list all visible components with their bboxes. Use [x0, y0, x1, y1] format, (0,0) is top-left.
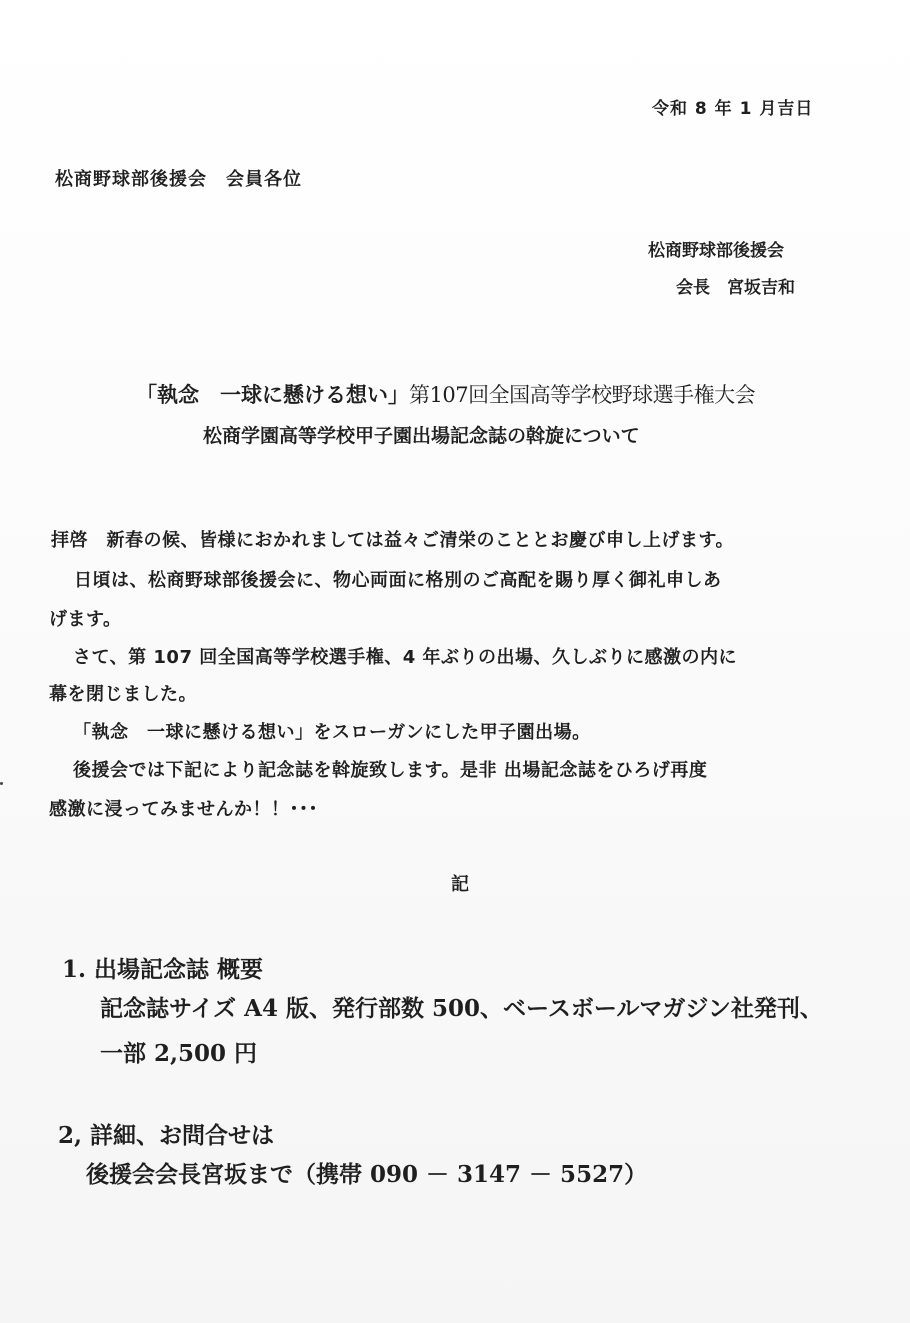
ki-heading: 記 — [451, 874, 469, 895]
body-line: さて、第 107 回全国高等学校選手権、4 年ぶりの出場、久しぶりに感激の内に — [73, 647, 738, 668]
item-2-heading: 2, 詳細、お問合せは — [58, 1122, 275, 1149]
margin-mark — [0, 782, 3, 785]
body-line: 後援会では下記により記念誌を斡旋致します。是非 出場記念誌をひろげ再度 — [73, 760, 708, 781]
body-line: 幕を閉じました。 — [49, 684, 197, 705]
title-event: 第107回全国高等学校野球選手権大会 — [409, 383, 756, 407]
title-slogan: 「執念 一球に懸ける想い」 — [136, 383, 409, 407]
body-line: 日頃は、松商野球部後援会に、物心両面に格別のご高配を賜り厚く御礼申しあ — [74, 570, 722, 591]
sender-organization: 松商野球部後援会 — [648, 241, 784, 261]
letter-subtitle: 松商学園高等学校甲子園出場記念誌の斡旋について — [203, 425, 640, 447]
letter-date: 令和 8 年 1 月吉日 — [652, 99, 814, 119]
sender-name: 会長 宮坂吉和 — [676, 278, 795, 298]
addressee: 松商野球部後援会 会員各位 — [55, 169, 302, 190]
body-line: 拝啓 新春の候、皆様におかれましては益々ご清栄のこととお慶び申し上げます。 — [51, 530, 735, 551]
item-1-detail: 記念誌サイズ A4 版、発行部数 500、ベースボールマガジン社発刊、 — [100, 995, 823, 1022]
item-2-contact: 後援会会長宮坂まで（携帯 090 － 3147 － 5527） — [86, 1161, 648, 1188]
item-1-heading: 1. 出場記念誌 概要 — [62, 956, 264, 983]
letter-title — [136, 379, 755, 409]
body-line: 感激に浸ってみませんか！！･･･ — [49, 799, 318, 820]
item-1-price: 一部 2,500 円 — [100, 1040, 258, 1067]
body-line: げます。 — [49, 609, 122, 630]
body-line: 「執念 一球に懸ける想い」をスローガンにした甲子園出場。 — [73, 722, 591, 743]
